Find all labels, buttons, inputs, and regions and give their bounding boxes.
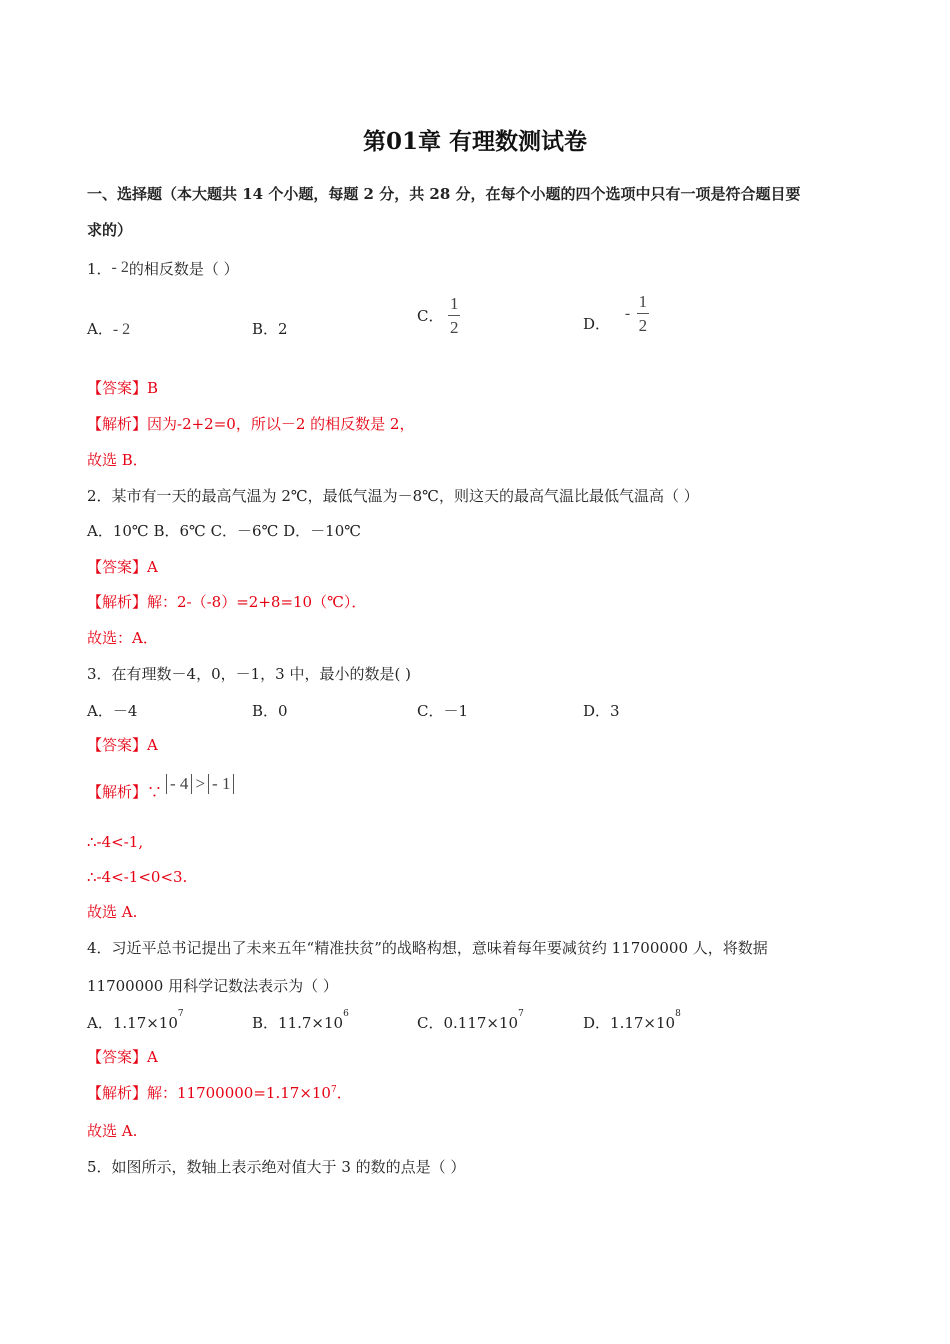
q2-answer: 【答案】A <box>87 558 158 576</box>
q4-option-c-base: C．0.117×10 <box>417 1014 519 1032</box>
q3-abs-left: - 4 <box>166 774 192 794</box>
q4-option-d <box>583 1009 681 1033</box>
q1-option-c <box>417 294 460 337</box>
q1-option-a-label: A． <box>87 320 113 338</box>
fraction-bar <box>448 315 460 316</box>
q3-abs-right: - 1 <box>208 774 234 794</box>
fraction-bar <box>637 313 649 314</box>
q4-option-c-exponent: 7 <box>518 1009 524 1019</box>
q4-option-b-exponent: 6 <box>343 1009 349 1019</box>
question-1-text: 的相反数是（ ） <box>128 260 239 278</box>
q3-answer: 【答案】A <box>87 736 158 754</box>
page-title: 第01章 有理数测试卷 <box>362 128 587 155</box>
section-heading-line1: 一、选择题（本大题共 14 个小题，每题 2 分，共 28 分，在每个小题的四个选项中只有一项是符合题目要 <box>87 185 801 203</box>
question-3: 3．在有理数－4，0，－1，3 中，最小的数是( ) <box>87 665 411 683</box>
q4-analysis-exponent: 7 <box>330 1085 337 1095</box>
q1-option-d-label: D． <box>583 315 611 333</box>
q1-option-a-value: - 2 <box>112 321 131 338</box>
question-5: 5．如图所示，数轴上表示绝对值大于 3 的数的点是（ ） <box>87 1158 466 1176</box>
q3-option-d: D．3 <box>583 702 620 720</box>
q3-option-c: C．－1 <box>417 702 469 720</box>
q4-option-d-exponent: 8 <box>675 1009 681 1019</box>
q4-option-a <box>87 1009 184 1033</box>
q2-analysis: 【解析】解：2-（-8）=2+8=10（℃）． <box>87 593 367 611</box>
q1-option-c-numerator: 1 <box>450 294 459 313</box>
q1-option-d-fraction <box>637 292 649 335</box>
q3-step1: ∴-4<-1, <box>87 833 144 851</box>
q1-option-b <box>252 318 288 339</box>
q3-gt-sign: > <box>195 774 206 793</box>
q4-option-c <box>417 1009 524 1033</box>
q1-option-c-denominator: 2 <box>450 318 459 337</box>
q4-option-a-base: A．1.17×10 <box>87 1014 178 1032</box>
q1-option-b-label: B． <box>252 320 279 338</box>
q4-option-d-base: D．1.17×10 <box>583 1014 676 1032</box>
q4-analysis-tail: ． <box>336 1084 352 1102</box>
q3-analysis-prefix: 【解析】∵ <box>87 783 163 801</box>
q1-option-d-numerator: 1 <box>638 292 648 311</box>
q1-option-a <box>87 318 130 339</box>
question-1 <box>87 258 239 279</box>
q1-option-c-fraction <box>448 294 460 337</box>
q4-option-a-exponent: 7 <box>177 1009 184 1019</box>
q1-answer: 【答案】B <box>87 379 159 397</box>
q1-conclusion: 故选 B． <box>87 451 148 469</box>
question-2: 2．某市有一天的最高气温为 2℃，最低气温为－8℃，则这天的最高气温比最低气温高（ ） <box>87 487 699 505</box>
q1-option-d-sign: - <box>624 304 631 322</box>
question-1-expr: - 2 <box>111 259 129 276</box>
q4-conclusion: 故选 A. <box>87 1122 138 1140</box>
q3-option-b: B．0 <box>252 702 288 720</box>
question-4-line2: 11700000 用科学记数法表示为（ ） <box>87 977 338 995</box>
q3-conclusion: 故选 A. <box>87 903 138 921</box>
q4-option-b-base: B．11.7×10 <box>252 1014 344 1032</box>
q4-analysis-base: 【解析】解：11700000=1.17×10 <box>87 1084 331 1102</box>
q1-analysis: 【解析】因为-2+2=0，所以－2 的相反数是 2， <box>87 415 415 433</box>
q4-option-b <box>252 1009 349 1033</box>
q4-analysis <box>87 1083 352 1103</box>
q2-conclusion: 故选：A． <box>87 629 158 647</box>
q1-option-b-value: 2 <box>278 320 288 338</box>
q3-option-a: A．－4 <box>87 702 138 720</box>
q3-analysis <box>87 774 234 801</box>
q1-option-d-denominator: 2 <box>638 316 648 335</box>
q1-option-d <box>583 292 649 335</box>
q1-option-c-label: C． <box>417 307 444 325</box>
question-4-line1: 4．习近平总书记提出了未来五年“精准扶贫”的战略构想，意味着每年要减贫约 11700000 人，将数据 <box>87 939 768 957</box>
question-1-number: 1． <box>87 260 112 278</box>
q4-answer: 【答案】A <box>87 1048 158 1066</box>
q3-step2: ∴-4<-1<0<3. <box>87 868 188 886</box>
q2-options: A．10℃ B．6℃ C．－6℃ D．－10℃ <box>87 522 362 540</box>
section-heading-line2: 求的） <box>87 221 133 239</box>
